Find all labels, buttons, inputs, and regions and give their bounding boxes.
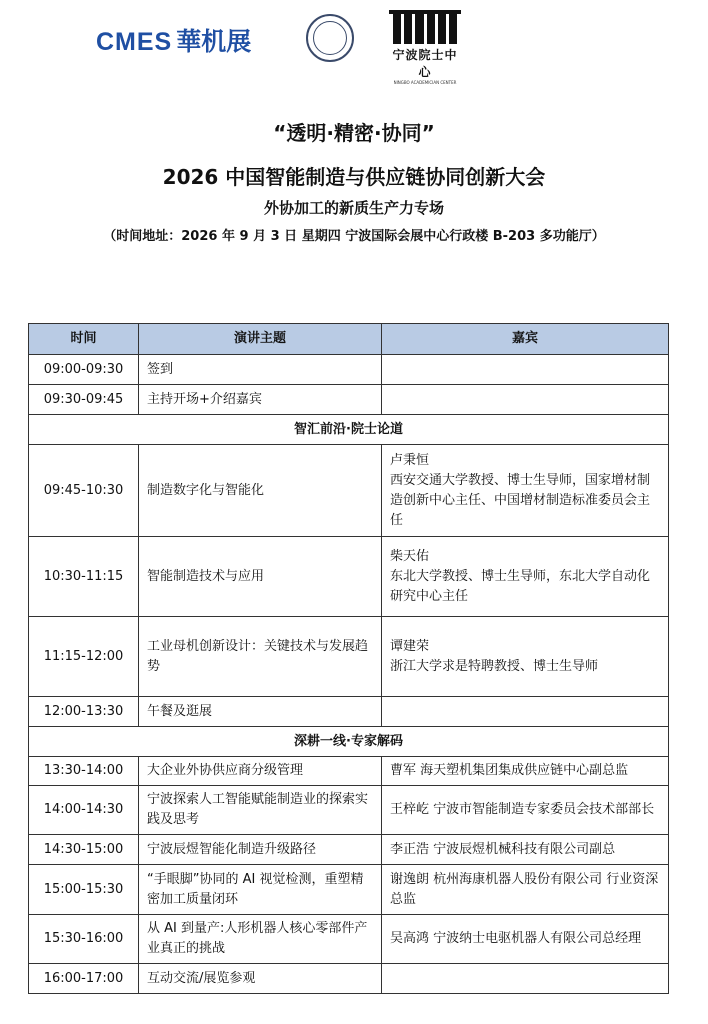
table-row — [29, 385, 669, 415]
header-time: 时间 — [29, 324, 139, 355]
time-cell: 15:30-16:00 — [29, 915, 139, 964]
topic-cell: 从 AI 到量产:人形机器人核心零部件产业真正的挑战 — [139, 915, 382, 964]
table-row — [29, 537, 669, 617]
guest-name: 柴天佑 — [390, 548, 430, 564]
time-cell: 13:30-14:00 — [29, 757, 139, 786]
seal-inner — [313, 21, 347, 55]
guest-detail: 东北大学教授、博士生导师，东北大学自动化研究中心主任 — [390, 568, 651, 604]
table-row — [29, 865, 669, 915]
section-title: 智汇前沿·院士论道 — [29, 415, 669, 445]
guest-cell — [382, 537, 669, 617]
guest-name: 谭建荣 — [390, 638, 430, 654]
table-row — [29, 835, 669, 865]
guest-cell: 王梓屹 宁波市智能制造专家委员会技术部部长 — [382, 786, 669, 835]
header-guest: 嘉宾 — [382, 324, 669, 355]
topic-cell: 签到 — [139, 355, 382, 385]
time-cell: 09:30-09:45 — [29, 385, 139, 415]
cmes-logo-text: CMES — [96, 28, 173, 56]
academy-logo — [389, 10, 461, 85]
cmes-logo — [96, 22, 251, 58]
topic-cell: 主持开场+介绍嘉宾 — [139, 385, 382, 415]
guest-cell: 吴高鸿 宁波纳士电驱机器人有限公司总经理 — [382, 915, 669, 964]
section-row — [29, 415, 669, 445]
time-cell: 14:00-14:30 — [29, 786, 139, 835]
time-place: （时间地址：2026 年 9 月 3 日 星期四 宁波国际会展中心行政楼 B-203 多功能厅） — [103, 229, 605, 244]
time-cell: 11:15-12:00 — [29, 617, 139, 697]
guest-cell — [382, 697, 669, 727]
guest-cell — [382, 385, 669, 415]
slogan: “透明·精密·协同” — [273, 121, 435, 145]
guest-detail: 浙江大学求是特聘教授、博士生导师 — [390, 658, 599, 674]
topic-cell: 工业母机创新设计：关键技术与发展趋势 — [139, 617, 382, 697]
section-row — [29, 727, 669, 757]
guest-cell — [382, 355, 669, 385]
guest-detail: 西安交通大学教授、博士生导师，国家增材制造创新中心主任、中国增材制造标准委员会主任 — [390, 472, 651, 528]
seal-logo — [306, 14, 354, 62]
header-topic: 演讲主题 — [139, 324, 382, 355]
conference-title: 2026 中国智能制造与供应链协同创新大会 — [162, 165, 546, 189]
topic-cell: 宁波探索人工智能赋能制造业的探索实践及思考 — [139, 786, 382, 835]
topic-cell: “手眼脚”协同的 AI 视觉检测，重塑精密加工质量闭环 — [139, 865, 382, 915]
guest-cell — [382, 617, 669, 697]
topic-cell: 大企业外协供应商分级管理 — [139, 757, 382, 786]
table-row — [29, 355, 669, 385]
guest-cell: 李正浩 宁波辰煜机械科技有限公司副总 — [382, 835, 669, 865]
topic-cell: 互动交流/展览参观 — [139, 964, 382, 994]
table-row — [29, 964, 669, 994]
cmes-logo-cn: 華机展 — [176, 28, 252, 56]
academy-name: 宁波院士中心 — [392, 48, 458, 79]
table-row — [29, 697, 669, 727]
academy-en: NINGBO ACADEMICIAN CENTER — [393, 80, 457, 85]
logo-bar — [0, 8, 708, 85]
academy-logo-mark — [389, 10, 461, 44]
topic-cell: 智能制造技术与应用 — [139, 537, 382, 617]
time-cell: 09:45-10:30 — [29, 445, 139, 537]
table-row — [29, 786, 669, 835]
table-row — [29, 445, 669, 537]
topic-cell: 午餐及逛展 — [139, 697, 382, 727]
schedule-table — [28, 323, 669, 994]
time-cell: 16:00-17:00 — [29, 964, 139, 994]
guest-cell: 谢逸朗 杭州海康机器人股份有限公司 行业资深总监 — [382, 865, 669, 915]
guest-name: 卢秉恒 — [390, 452, 430, 468]
table-row — [29, 915, 669, 964]
title-block — [0, 118, 708, 248]
time-cell: 15:00-15:30 — [29, 865, 139, 915]
guest-cell — [382, 445, 669, 537]
topic-cell: 制造数字化与智能化 — [139, 445, 382, 537]
table-row — [29, 757, 669, 786]
guest-cell — [382, 964, 669, 994]
section-title: 深耕一线·专家解码 — [29, 727, 669, 757]
table-row — [29, 617, 669, 697]
time-cell: 09:00-09:30 — [29, 355, 139, 385]
time-cell: 14:30-15:00 — [29, 835, 139, 865]
time-cell: 10:30-11:15 — [29, 537, 139, 617]
topic-cell: 宁波辰煜智能化制造升级路径 — [139, 835, 382, 865]
guest-cell: 曹军 海天塑机集团集成供应链中心副总监 — [382, 757, 669, 786]
table-header-row — [29, 324, 669, 355]
session-title: 外协加工的新质生产力专场 — [263, 199, 444, 217]
time-cell: 12:00-13:30 — [29, 697, 139, 727]
